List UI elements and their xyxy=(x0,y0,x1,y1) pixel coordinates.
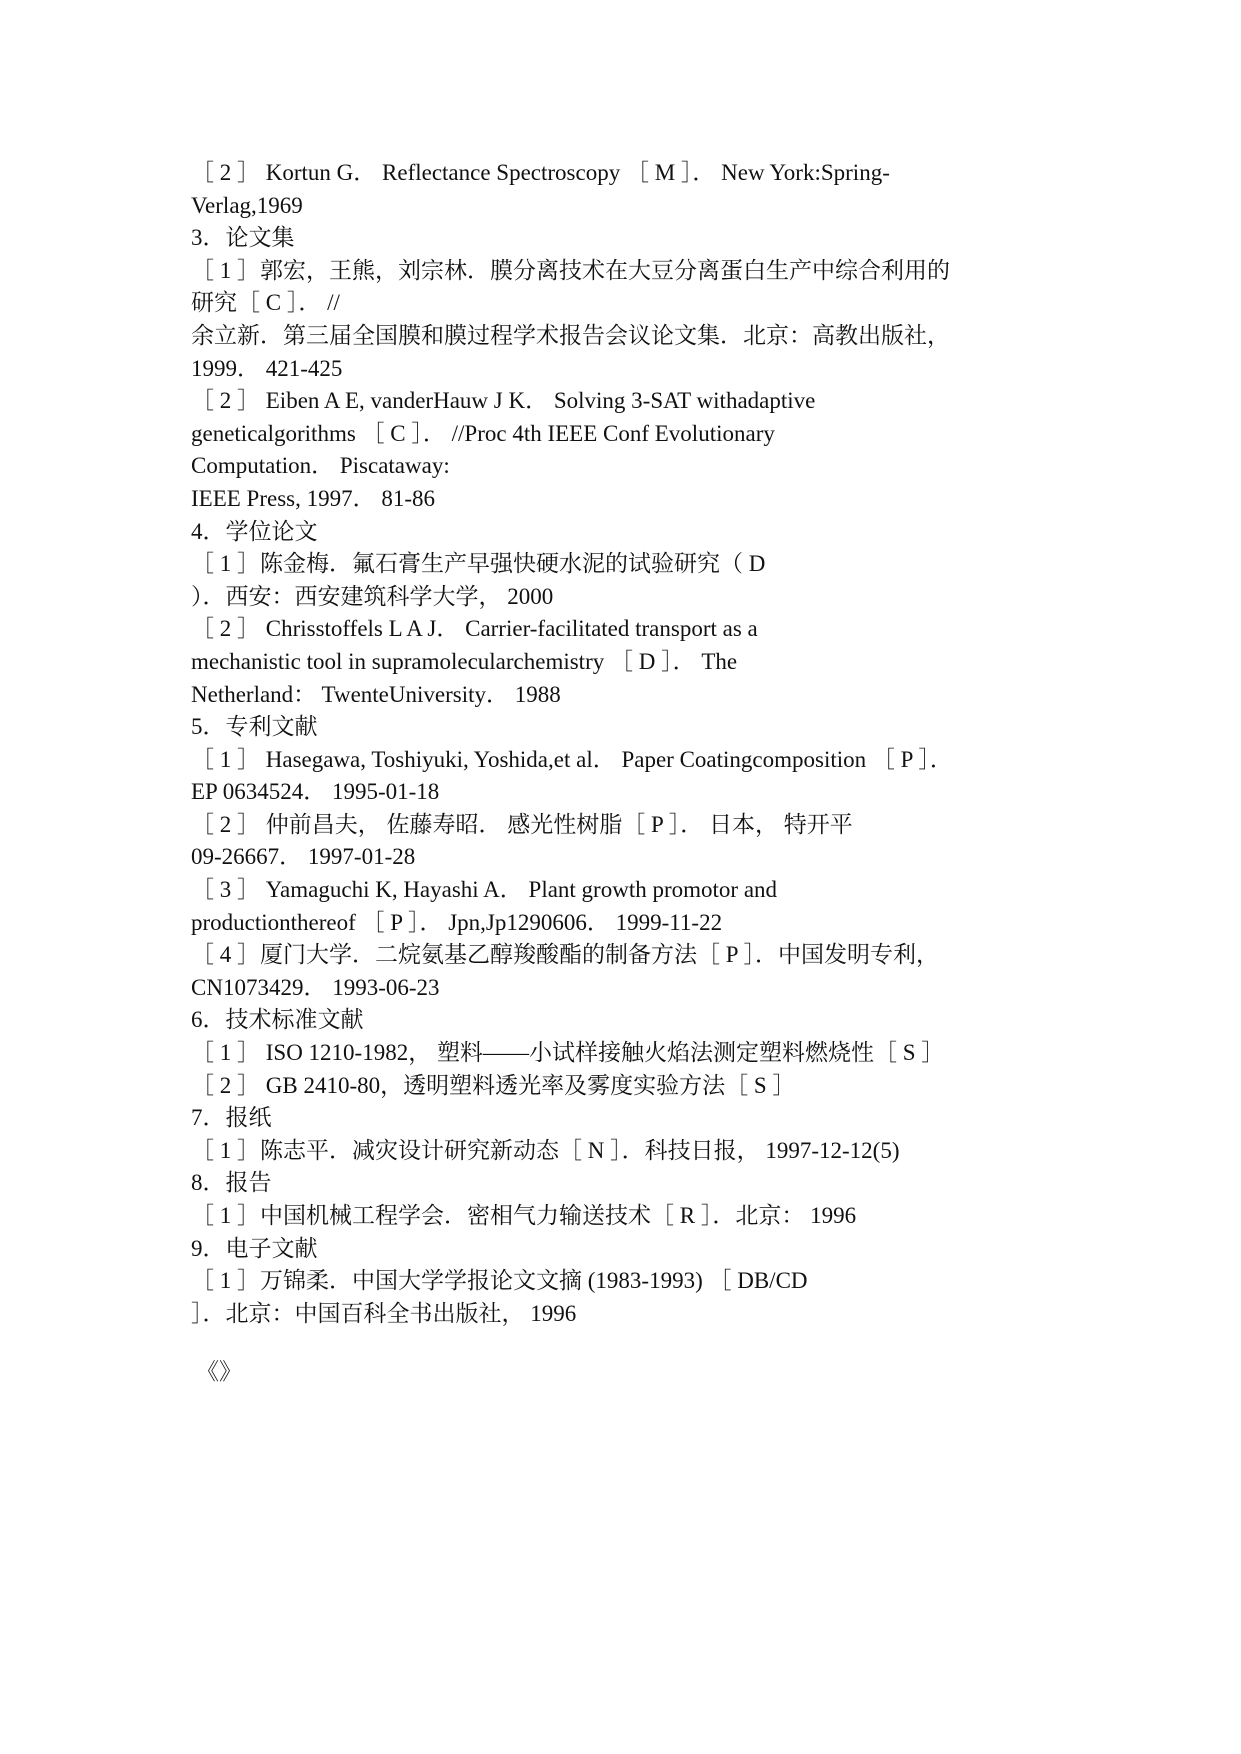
reference-line: Computation． Piscataway: xyxy=(191,453,450,479)
reference-line: ［ 2 ］ 仲前昌夫， 佐藤寿昭． 感光性树脂［ P ］． 日本， 特开平 xyxy=(191,811,853,837)
reference-line: mechanistic tool in supramolecularchemistry ［ D ］． The xyxy=(191,648,738,674)
reference-line: ［ 1 ］ Hasegawa, Toshiyuki, Yoshida,et al． Paper Coatingcomposition ［ P ］． xyxy=(191,746,953,772)
section-heading: 6．技术标准文献 xyxy=(191,1007,364,1033)
reference-line: EP 0634524． 1995-01-18 xyxy=(191,779,440,805)
section-heading: 4．学位论文 xyxy=(191,518,318,544)
reference-line: ［ 1 ］万锦柔．中国大学学报论文文摘 (1983-1993) ［ DB/CD xyxy=(191,1268,808,1294)
reference-line: ［ 1 ］陈志平．减灾设计研究新动态［ N ］．科技日报， 1997-12-12(5) xyxy=(191,1137,900,1163)
section-heading: 8．报告 xyxy=(191,1170,272,1196)
book-title-marks: 《》 xyxy=(196,1359,242,1384)
reference-line: 1999． 421-425 xyxy=(191,355,343,381)
reference-line: ）．西安：西安建筑科学大学， 2000 xyxy=(191,583,554,609)
reference-list xyxy=(191,157,1051,1330)
section-heading: 7．报纸 xyxy=(191,1105,272,1131)
reference-line: CN1073429． 1993-06-23 xyxy=(191,974,440,1000)
reference-line: ［ 1 ］郭宏，王熊，刘宗林．膜分离技术在大豆分离蛋白生产中综合利用的 xyxy=(191,257,950,283)
section-heading: 3．论文集 xyxy=(191,225,295,251)
reference-line: ［ 1 ］ ISO 1210-1982， 塑料——小试样接触火焰法测定塑料燃烧性［ S ］ xyxy=(191,1040,945,1066)
reference-line: 研究［ C ］． // xyxy=(191,290,340,316)
reference-line: ［ 3 ］ Yamaguchi K, Hayashi A． Plant growth promotor and xyxy=(191,877,778,903)
reference-line: ］．北京：中国百科全书出版社， 1996 xyxy=(191,1300,577,1326)
reference-line: Netherland： TwenteUniversity． 1988 xyxy=(191,681,561,707)
reference-line: ［ 2 ］ GB 2410-80，透明塑料透光率及雾度实验方法［ S ］ xyxy=(191,1072,796,1098)
reference-line: ［ 2 ］ Chrisstoffels L A J． Carrier-facilitated transport as a xyxy=(191,616,758,642)
reference-line: 余立新．第三届全国膜和膜过程学术报告会议论文集．北京：高教出版社， xyxy=(191,322,950,348)
reference-line: IEEE Press, 1997． 81-86 xyxy=(191,485,436,511)
reference-line: Verlag,1969 xyxy=(191,192,303,218)
reference-line: ［ 1 ］陈金梅．氟石膏生产早强快硬水泥的试验研究（ D xyxy=(191,551,766,577)
reference-line: 09-26667． 1997-01-28 xyxy=(191,844,416,870)
reference-line: ［ 4 ］厦门大学．二烷氨基乙醇羧酸酯的制备方法［ P ］．中国发明专利， xyxy=(191,942,939,968)
reference-line: geneticalgorithms ［ C ］． //Proc 4th IEEE Conf Evolutionary xyxy=(191,420,775,446)
reference-line: ［ 1 ］中国机械工程学会．密相气力输送技术［ R ］．北京： 1996 xyxy=(191,1203,857,1228)
reference-line: productionthereof ［ P ］． Jpn,Jp1290606． 1999-11-22 xyxy=(191,909,723,935)
reference-line: ［ 2 ］ Kortun G． Reflectance Spectroscopy ［ M ］． New York:Spring- xyxy=(191,160,890,185)
reference-line: ［ 2 ］ Eiben A E, vanderHauw J K． Solving 3-SAT withadaptive xyxy=(191,388,816,414)
section-heading: 5．专利文献 xyxy=(191,714,318,740)
section-heading: 9．电子文献 xyxy=(191,1235,318,1261)
